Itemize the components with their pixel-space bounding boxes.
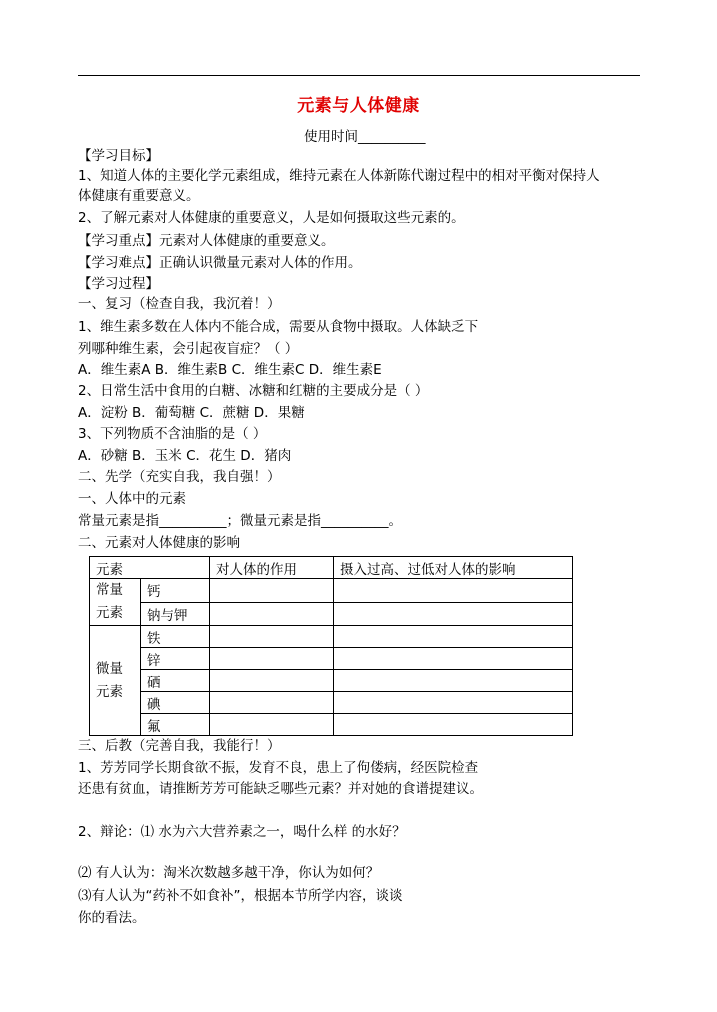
answer-cell[interactable] <box>210 602 334 626</box>
question-2-options: A．淀粉 B．葡萄糖 C．蔗糖 D．果糖 <box>78 405 305 421</box>
problem-4-line-2: 你的看法。 <box>78 910 146 926</box>
top-rule <box>78 75 640 76</box>
difficulty: 【学习难点】正确认识微量元素对人体的作用。 <box>78 255 362 271</box>
process-header: 【学习过程】 <box>78 276 159 292</box>
answer-cell[interactable] <box>334 602 573 626</box>
answer-cell[interactable] <box>210 626 334 648</box>
table-row <box>90 648 573 670</box>
fill-in-line: 常量元素是指__________；微量元素是指__________。 <box>78 513 402 529</box>
answer-cell[interactable] <box>334 714 573 736</box>
element-cell: 铁 <box>141 626 210 648</box>
section-1-header: 一、人体中的元素 <box>78 491 186 507</box>
element-cell: 钙 <box>141 579 210 603</box>
trace-label: 微量元素 <box>96 660 123 700</box>
element-cell: 钠与钾 <box>141 602 210 626</box>
goal-2: 2、了解元素对人体健康的重要意义，人是如何摄取这些元素的。 <box>78 210 465 226</box>
answer-cell[interactable] <box>334 579 573 603</box>
answer-cell[interactable] <box>334 626 573 648</box>
element-cell: 硒 <box>141 670 210 692</box>
table-header-cell: 对人体的作用 <box>210 557 334 579</box>
question-1-line-2: 列哪种维生素，会引起夜盲症？（ ） <box>78 341 299 357</box>
table-row <box>90 714 573 736</box>
question-3-options: A．砂糖 B．玉米 C．花生 D．猪肉 <box>78 448 292 464</box>
answer-cell[interactable] <box>210 670 334 692</box>
answer-cell[interactable] <box>210 714 334 736</box>
macro-label: 常量元素 <box>96 582 123 621</box>
goal-1-line-2: 体健康有重要意义。 <box>78 188 200 204</box>
question-1-options: A．维生素A B．维生素B C．维生素C D．维生素E <box>78 362 382 378</box>
element-cell: 锌 <box>141 648 210 670</box>
table-header-cell: 元素 <box>90 557 210 579</box>
key-point: 【学习重点】元素对人体健康的重要意义。 <box>78 233 335 249</box>
element-table <box>89 556 573 736</box>
table-header-row <box>90 557 573 579</box>
use-time-field: 使用时间__________ <box>304 129 426 145</box>
answer-cell[interactable] <box>334 670 573 692</box>
question-3: 3、下列物质不含油脂的是（ ） <box>78 426 267 442</box>
macro-label-cell <box>90 579 141 626</box>
table-row <box>90 670 573 692</box>
problem-1-line-1: 1、芳芳同学长期食欲不振，发育不良，患上了佝偻病，经医院检查 <box>78 760 479 776</box>
review-header: 一、复习（检查自我，我沉着！） <box>78 296 281 312</box>
problem-4-line-1: ⑶有人认为“药补不如食补”，根据本节所学内容，谈谈 <box>78 888 403 904</box>
table-row <box>90 602 573 626</box>
post-header: 三、后教（完善自我，我能行！） <box>78 738 281 754</box>
table-row <box>90 626 573 648</box>
prelearn-header: 二、先学（充实自我，我自强！） <box>78 469 281 485</box>
table-row <box>90 579 573 603</box>
goal-header: 【学习目标】 <box>78 148 159 164</box>
answer-cell[interactable] <box>334 648 573 670</box>
table-row <box>90 692 573 714</box>
problem-3: ⑵ 有人认为：淘米次数越多越干净，你认为如何？ <box>78 865 380 881</box>
answer-cell[interactable] <box>210 579 334 603</box>
page-title: 元素与人体健康 <box>297 96 420 116</box>
section-2-header: 二、元素对人体健康的影响 <box>78 535 240 551</box>
problem-1-line-2: 还患有贫血，请推断芳芳可能缺乏哪些元素？并对她的食谱提建议。 <box>78 781 483 797</box>
element-cell: 碘 <box>141 692 210 714</box>
question-2: 2、日常生活中食用的白糖、冰糖和红糖的主要成分是（ ） <box>78 383 429 399</box>
answer-cell[interactable] <box>210 648 334 670</box>
element-cell: 氟 <box>141 714 210 736</box>
table-header-cell: 摄入过高、过低对人体的影响 <box>334 557 573 579</box>
answer-cell[interactable] <box>210 692 334 714</box>
goal-1-line-1: 1、知道人体的主要化学元素组成，维持元素在人体新陈代谢过程中的相对平衡对保持人 <box>78 168 600 184</box>
question-1-line-1: 1、维生素多数在人体内不能合成，需要从食物中摄取。人体缺乏下 <box>78 319 479 335</box>
trace-label-cell <box>90 626 141 736</box>
answer-cell[interactable] <box>334 692 573 714</box>
problem-2: 2、辩论：⑴ 水为六大营养素之一，喝什么样 的水好？ <box>78 824 406 840</box>
